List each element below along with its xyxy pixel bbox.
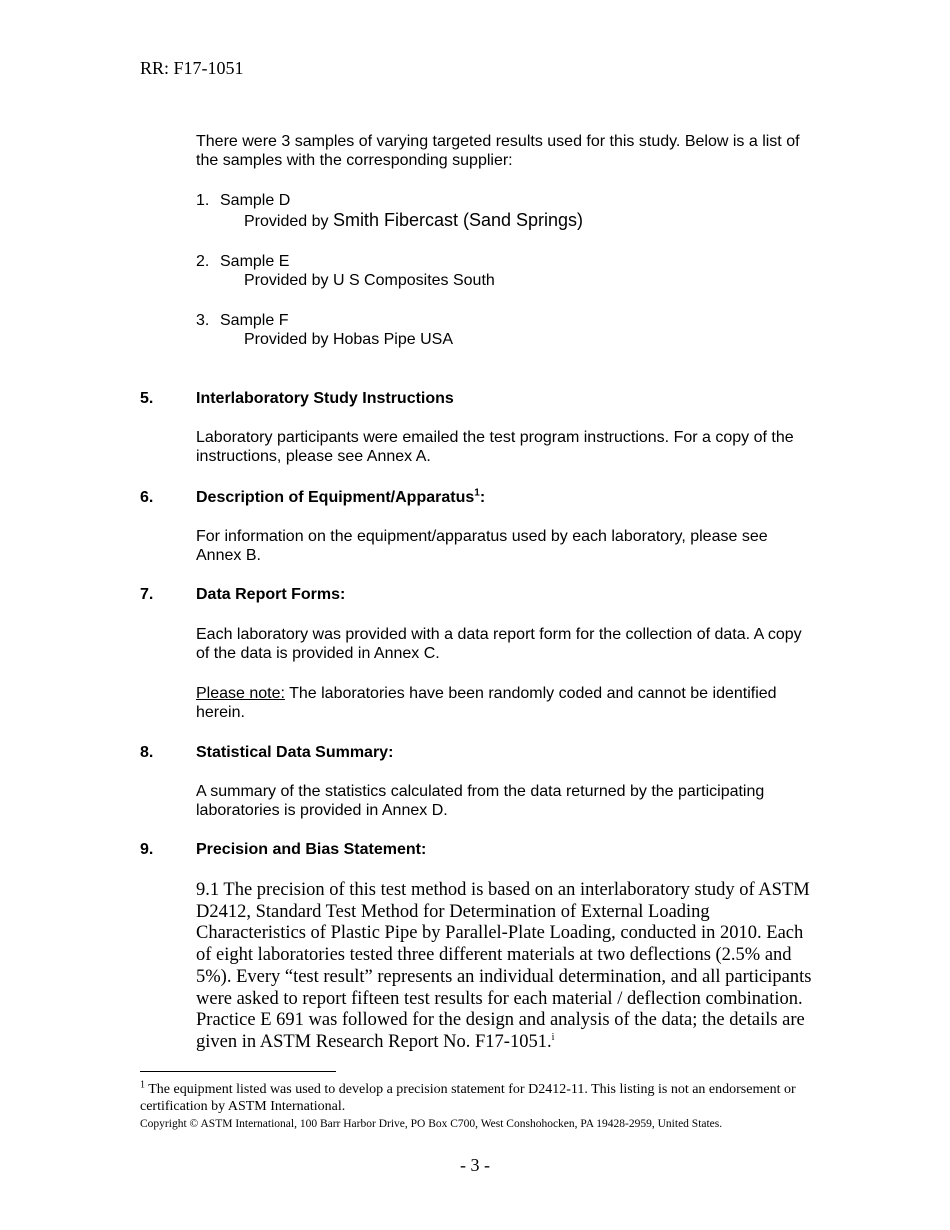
section-9-text xyxy=(196,880,816,1054)
page-number: - 3 - xyxy=(460,1155,490,1175)
section-7-text: Each laboratory was provided with a data report form for the collection of data. A copy of the data is provided in Annex C. xyxy=(196,626,802,662)
please-note-label: Please note: xyxy=(196,685,285,702)
sample-supplier: Hobas Pipe USA xyxy=(332,331,453,348)
section-5-number: 5. xyxy=(140,390,154,407)
endnote-reference: i xyxy=(551,1031,555,1043)
sample-name: Sample E xyxy=(220,253,290,270)
section-6-title xyxy=(196,488,485,507)
please-note-text: The laboratories have been randomly coded and cannot be identified herein. xyxy=(196,685,777,721)
sample-list-item-3 xyxy=(196,311,453,349)
section-7-number: 7. xyxy=(140,586,154,603)
copyright-notice: Copyright © ASTM International, 100 Barr Harbor Drive, PO Box C700, West Conshohocken, PA 19428-2959, United States. xyxy=(140,1118,723,1130)
footnote-reference: 1 xyxy=(474,487,480,499)
section-6-title-suffix: : xyxy=(479,489,486,506)
section-5-text: Laboratory participants were emailed the test program instructions. For a copy of the instructions, please see Annex A. xyxy=(196,429,794,465)
section-6-title-text: Description of Equipment/Apparatus xyxy=(196,489,475,506)
footnote-text: The equipment listed was used to develop a precision statement for D2412-11. This listing is not an endorsement or certification by ASTM International. xyxy=(140,1082,796,1114)
footnote xyxy=(140,1081,820,1115)
sample-list-item-2 xyxy=(196,252,495,290)
section-5-title: Interlaboratory Study Instructions xyxy=(196,390,454,407)
sample-supplier: U S Composites South xyxy=(332,272,495,289)
sample-name: Sample F xyxy=(220,312,289,329)
precision-statement: 9.1 The precision of this test method is based on an interlaboratory study of ASTM D2412, Standard Test Method for Determination of External Loading Characteristics of Plastic Pipe by Parallel-Plate Loading, conducted in 2010. Each of eight laboratories tested three different materials at two deflections (2.5% and 5%). Every “test result” represents an individual determination, and all participants were asked to report fifteen test results for each material / deflection combination. Practice E 691 was followed for the design and analysis of the data; the details are given in ASTM Research Report No. F17-1051. xyxy=(196,880,812,1052)
section-6-text: For information on the equipment/apparatus used by each laboratory, please see Annex B. xyxy=(196,528,768,564)
sample-number: 2. xyxy=(196,253,210,270)
section-7-note xyxy=(196,684,816,722)
section-6-number: 6. xyxy=(140,489,154,506)
sample-name: Sample D xyxy=(220,192,291,209)
footnote-mark: 1 xyxy=(140,1079,145,1091)
provided-by-label: Provided by xyxy=(244,272,333,289)
page-header: RR: F17-1051 xyxy=(140,58,244,78)
sample-number: 3. xyxy=(196,312,210,329)
sample-supplier: Smith Fibercast (Sand Springs) xyxy=(332,210,584,230)
provided-by-label: Provided by xyxy=(244,331,333,348)
footnote-separator xyxy=(140,1071,336,1072)
section-9-number: 9. xyxy=(140,841,154,858)
section-7-title: Data Report Forms: xyxy=(196,586,346,603)
section-9-title: Precision and Bias Statement: xyxy=(196,841,427,858)
section-8-text: A summary of the statistics calculated from the data returned by the participating laboratories is provided in Annex D. xyxy=(196,783,765,819)
sample-number: 1. xyxy=(196,192,210,209)
intro-paragraph: There were 3 samples of varying targeted results used for this study. Below is a list of the samples with the corresponding supplier: xyxy=(196,133,800,169)
section-8-title: Statistical Data Summary: xyxy=(196,744,394,761)
provided-by-label: Provided by xyxy=(244,213,333,230)
section-8-number: 8. xyxy=(140,744,154,761)
sample-list-item-1 xyxy=(196,191,583,231)
